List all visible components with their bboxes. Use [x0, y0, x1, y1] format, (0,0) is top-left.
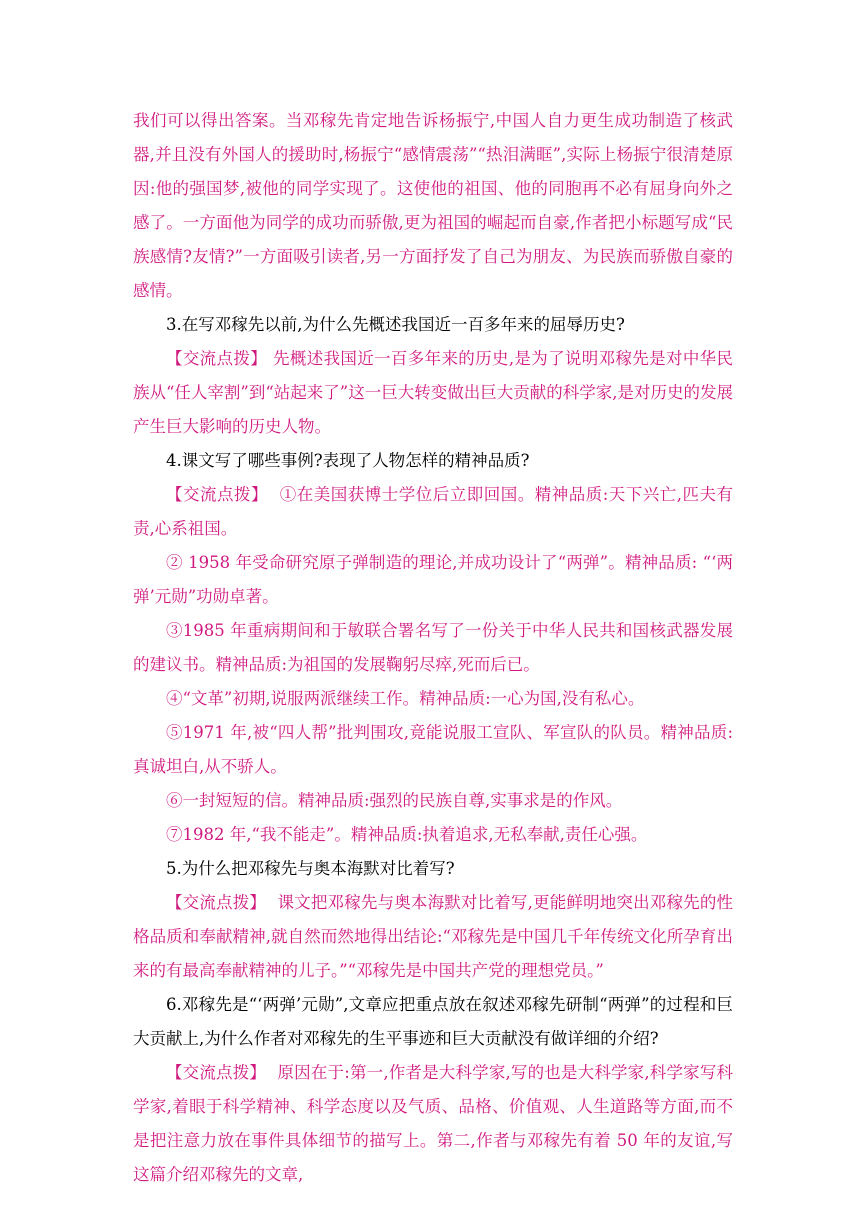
answer-item-7: ⑦1982 年,“我不能走”。精神品质:执着追求,无私奉献,责任心强。 — [166, 825, 648, 844]
question-3: 3.在写邓稼先以前,为什么先概述我国近一百多年来的屈辱历史? — [166, 315, 625, 334]
question-4: 4.课文写了哪些事例?表现了人物怎样的精神品质? — [166, 451, 530, 470]
answer-text: 先概述我国近一百多年来的历史,是为了说明邓稼先是对中华民族从“任人宰割”到“站起来了”这一巨大转变做出巨大贡献的科学家,是对历史的发展产生巨大影响的历史人物。 — [133, 349, 733, 436]
answer-item-2: ② 1958 年受命研究原子弹制造的理论,并成功设计了“两弹”。精神品质: “‘两弹’元勋”功勋卓著。 — [133, 553, 733, 606]
question-5: 5.为什么把邓稼先与奥本海默对比着写? — [166, 859, 455, 878]
question-6: 6.邓稼先是“‘两弹’元勋”,文章应把重点放在叙述邓稼先研制“两弹”的过程和巨大贡献上,为什么作者对邓稼先的生平事迹和巨大贡献没有做详细的介绍? — [133, 995, 733, 1048]
answer-item-4: ④“文革”初期,说服两派继续工作。精神品质:一心为国,没有私心。 — [166, 689, 645, 708]
answer-text: 原因在于:第一,作者是大科学家,写的也是大科学家,科学家写科学家,着眼于科学精神、科学态度以及气质、品格、价值观、人生道路等方面,而不是把注意力放在事件具体细节的描写上。第二,作者与邓稼先有着 50 年的友谊,写这篇介绍邓稼先的文章, — [133, 1063, 733, 1184]
answer-text: ①在美国获博士学位后立即回国。精神品质:天下兴亡,匹夫有责,心系祖国。 — [133, 485, 733, 538]
answer-item-3: ③1985 年重病期间和于敏联合署名写了一份关于中华人民共和国核武器发展的建议书。精神品质:为祖国的发展鞠躬尽瘁,死而后已。 — [133, 621, 733, 674]
answer-4 — [133, 478, 733, 546]
answer-text: 课文把邓稼先与奥本海默对比着写,更能鲜明地突出邓稼先的性格品质和奉献精神,就自然而然地得出结论:“邓稼先是中国几千年传统文化所孕育出来的有最高奉献精神的儿子。”“邓稼先是中国共产党的理想党员。” — [133, 893, 733, 980]
answer-tag: 【交流点拨】 — [166, 1063, 267, 1082]
answer-item-5: ⑤1971 年,被“四人帮”批判围攻,竟能说服工宣队、军宣队的队员。精神品质:真诚坦白,从不骄人。 — [133, 723, 733, 776]
answer-continuation: 我们可以得出答案。当邓稼先肯定地告诉杨振宁,中国人自力更生成功制造了核武器,并且没有外国人的援助时,杨振宁“感情震荡”“热泪满眶”,实际上杨振宁很清楚原因:他的强国梦,被他的同学实现了。这使他的祖国、他的同胞再不必有屈身向外之感了。一方面他为同学的成功而骄傲,更为祖国的崛起而自豪,作者把小标题写成“民族感情?友情?”一方面吸引读者,另一方面抒发了自己为朋友、为民族而骄傲自豪的感情。 — [133, 111, 733, 300]
answer-6 — [133, 1056, 733, 1192]
answer-item-6: ⑥一封短短的信。精神品质:强烈的民族自尊,实事求是的作风。 — [166, 791, 623, 810]
answer-tag: 【交流点拨】 — [166, 349, 268, 368]
answer-tag: 【交流点拨】 — [166, 485, 268, 504]
answer-tag: 【交流点拨】 — [166, 893, 267, 912]
answer-5 — [133, 886, 733, 988]
document-body — [133, 104, 733, 1192]
answer-3 — [133, 342, 733, 444]
